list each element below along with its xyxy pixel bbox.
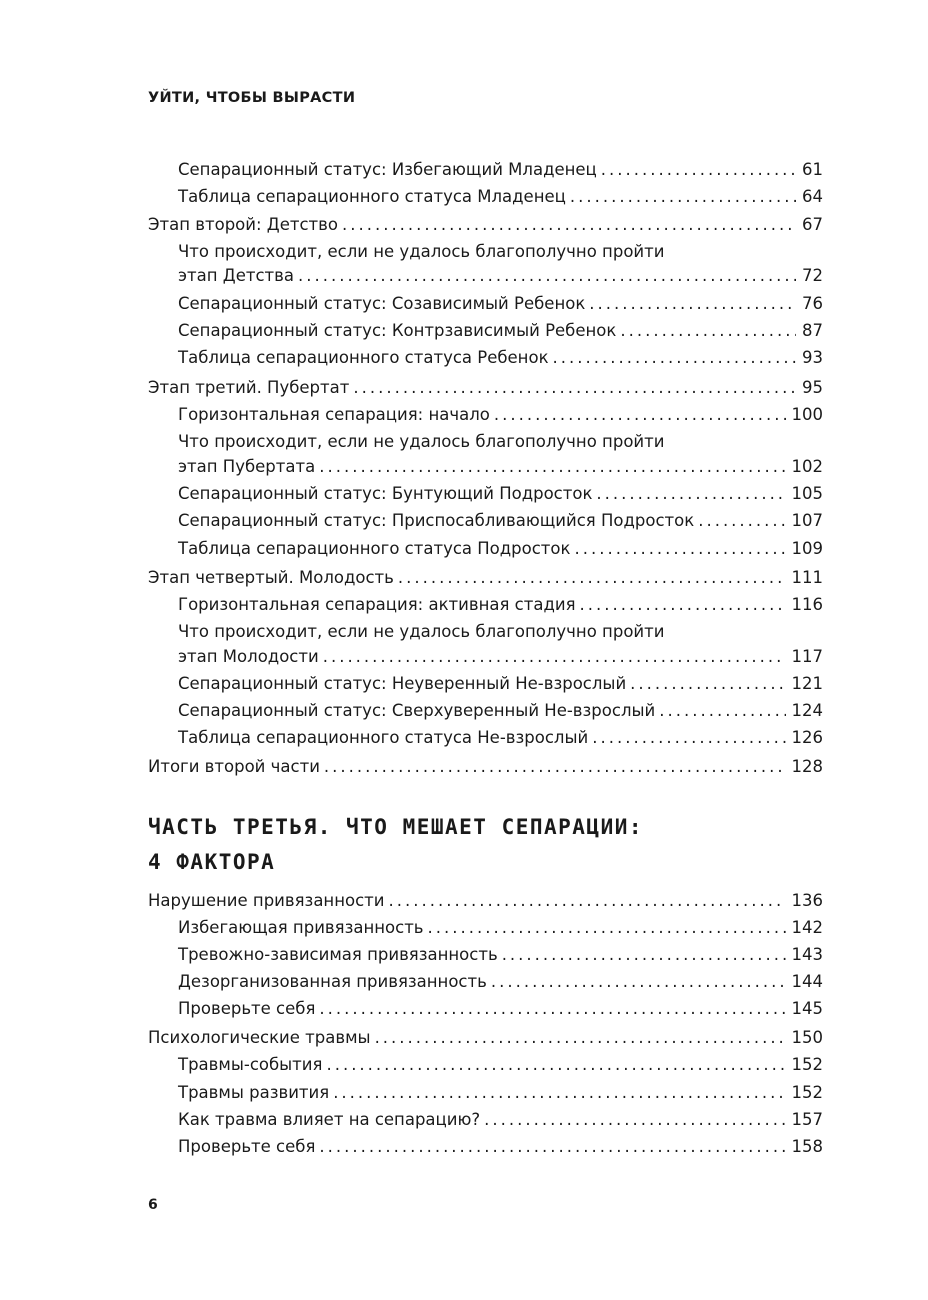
toc-entry xyxy=(178,968,823,995)
toc-entry-title-line1: Что происходит, если не удалось благополучно пройти xyxy=(178,432,665,451)
toc-leader-dots xyxy=(398,564,786,591)
toc-entry-title: Этап четвертый. Молодость xyxy=(148,568,394,587)
toc-entry-page: 116 xyxy=(791,595,823,614)
toc-entry-title: Таблица сепарационного статуса Не-взрослый xyxy=(178,728,589,747)
toc-entry xyxy=(178,535,823,562)
toc-leader-dots xyxy=(484,1106,785,1133)
toc-entry-title: Сепарационный статус: Избегающий Младенец xyxy=(178,160,597,179)
toc-leader-dots xyxy=(323,643,786,670)
toc-leader-dots xyxy=(592,724,785,751)
toc-leader-dots xyxy=(580,591,786,618)
toc-leader-dots xyxy=(319,1133,785,1160)
toc-entry-title: Тревожно-зависимая привязанность xyxy=(178,945,498,964)
toc-leader-dots xyxy=(491,968,786,995)
toc-entry-page: 105 xyxy=(791,484,823,503)
toc-entry xyxy=(178,262,823,289)
toc-entry-title: Проверьте себя xyxy=(178,1137,316,1156)
toc-entry-page: 157 xyxy=(791,1110,823,1129)
toc-leader-dots xyxy=(698,507,785,534)
toc-entry-title: Сепарационный статус: Неуверенный Не-взрослый xyxy=(178,674,627,693)
toc-entry-page: 158 xyxy=(791,1137,823,1156)
toc-leader-dots xyxy=(589,290,796,317)
toc-entry xyxy=(178,290,823,317)
toc-entry xyxy=(178,643,823,670)
toc-leader-dots xyxy=(553,344,796,371)
toc-leader-dots xyxy=(324,753,786,780)
toc-entry-page: 136 xyxy=(791,891,823,910)
toc-entry xyxy=(178,344,823,371)
toc-entry-title: Сепарационный статус: Контрзависимый Ребенок xyxy=(178,321,617,340)
toc-entry xyxy=(178,480,823,507)
toc-entry-title: Психологические травмы xyxy=(148,1028,371,1047)
toc-entry xyxy=(178,401,823,428)
toc-entry-title: этап Молодости xyxy=(178,647,319,666)
toc-entry-page: 76 xyxy=(802,294,823,313)
toc-entry xyxy=(178,914,823,941)
toc-entry-title: Таблица сепарационного статуса Подросток xyxy=(178,539,571,558)
toc-entry-page: 152 xyxy=(791,1055,823,1074)
toc-entry-page: 128 xyxy=(791,757,823,776)
toc-leader-dots xyxy=(319,995,785,1022)
toc-entry-title: Этап третий. Пубертат xyxy=(148,378,350,397)
toc-entry-page: 124 xyxy=(791,701,823,720)
toc-leader-dots xyxy=(494,401,786,428)
toc-entry-title: Сепарационный статус: Приспосабливающийся Подросток xyxy=(178,511,695,530)
toc-entry-page: 142 xyxy=(791,918,823,937)
toc-leader-dots xyxy=(389,887,786,914)
toc-entry-title: этап Пубертата xyxy=(178,457,316,476)
toc-entry-title: Таблица сепарационного статуса Младенец xyxy=(178,187,566,206)
toc-leader-dots xyxy=(630,670,785,697)
toc-entry-title-line1: Что происходит, если не удалось благополучно пройти xyxy=(178,242,665,261)
toc-entry-title: Избегающая привязанность xyxy=(178,918,424,937)
toc-entry-page: 143 xyxy=(791,945,823,964)
toc-leader-dots xyxy=(574,535,785,562)
toc-entry xyxy=(178,1133,823,1160)
toc-leader-dots xyxy=(298,262,796,289)
toc-entry xyxy=(178,1051,823,1078)
toc-entry-page: 126 xyxy=(791,728,823,747)
toc-entry xyxy=(178,1079,823,1106)
toc-leader-dots xyxy=(375,1024,786,1051)
toc-entry-title: Травмы-события xyxy=(178,1055,323,1074)
toc-leader-dots xyxy=(596,480,785,507)
toc-entry xyxy=(178,156,823,183)
toc-entry xyxy=(178,670,823,697)
toc-entry-page: 111 xyxy=(791,568,823,587)
part-heading-line1: ЧАСТЬ ТРЕТЬЯ. ЧТО МЕШАЕТ СЕПАРАЦИИ: xyxy=(148,815,644,839)
toc-entry-page: 152 xyxy=(791,1083,823,1102)
toc-entry-page: 64 xyxy=(802,187,823,206)
toc-entry-title: Нарушение привязанности xyxy=(148,891,385,910)
toc-entry xyxy=(178,453,823,480)
toc-leader-dots xyxy=(620,317,796,344)
toc-entry xyxy=(178,317,823,344)
toc-leader-dots xyxy=(428,914,786,941)
toc-entry-page: 107 xyxy=(791,511,823,530)
toc-entry-page: 67 xyxy=(802,215,823,234)
toc-leader-dots xyxy=(326,1051,785,1078)
toc-entry-title: Дезорганизованная привязанность xyxy=(178,972,487,991)
toc-entry-title: этап Детства xyxy=(178,266,294,285)
toc-entry-page: 100 xyxy=(791,405,823,424)
toc-entry-page: 109 xyxy=(791,539,823,558)
toc-entry xyxy=(178,941,823,968)
toc-entry xyxy=(148,211,823,238)
toc-entry-page: 95 xyxy=(802,378,823,397)
toc-entry xyxy=(148,887,823,914)
toc-leader-dots xyxy=(353,374,796,401)
toc-entry xyxy=(178,697,823,724)
toc-entry-title: Горизонтальная сепарация: начало xyxy=(178,405,490,424)
toc-leader-dots xyxy=(502,941,786,968)
toc-leader-dots xyxy=(659,697,785,724)
toc-entry-title-line1: Что происходит, если не удалось благополучно пройти xyxy=(178,622,665,641)
toc-leader-dots xyxy=(333,1079,785,1106)
toc-entry-page: 87 xyxy=(802,321,823,340)
toc-entry-title: Горизонтальная сепарация: активная стадия xyxy=(178,595,576,614)
toc-entry xyxy=(148,564,823,591)
toc-leader-dots xyxy=(570,183,796,210)
toc-entry-page: 93 xyxy=(802,348,823,367)
page-number: 6 xyxy=(148,1197,158,1213)
toc-entry-title: Этап второй: Детство xyxy=(148,215,338,234)
running-head: УЙТИ, ЧТОБЫ ВЫРАСТИ xyxy=(148,90,356,106)
toc-entry xyxy=(178,995,823,1022)
toc-entry-title: Итоги второй части xyxy=(148,757,320,776)
toc-entry-title: Сепарационный статус: Созависимый Ребенок xyxy=(178,294,586,313)
toc-entry-title: Таблица сепарационного статуса Ребенок xyxy=(178,348,549,367)
toc-entry-page: 117 xyxy=(791,647,823,666)
toc-entry xyxy=(178,1106,823,1133)
toc-entry-title: Травмы развития xyxy=(178,1083,330,1102)
toc-entry-title: Проверьте себя xyxy=(178,999,316,1018)
part-heading-line2: 4 ФАКТОРА xyxy=(148,850,276,874)
toc-entry-page: 61 xyxy=(802,160,823,179)
toc-entry-title: Как травма влияет на сепарацию? xyxy=(178,1110,481,1129)
toc-entry-page: 121 xyxy=(791,674,823,693)
toc-entry-page: 145 xyxy=(791,999,823,1018)
toc-entry xyxy=(178,507,823,534)
toc-entry xyxy=(178,591,823,618)
toc-entry xyxy=(178,183,823,210)
toc-leader-dots xyxy=(342,211,796,238)
toc-entry-page: 150 xyxy=(791,1028,823,1047)
toc-leader-dots xyxy=(319,453,785,480)
toc-entry xyxy=(178,724,823,751)
toc-entry xyxy=(148,374,823,401)
toc-entry-page: 102 xyxy=(791,457,823,476)
toc-entry-title: Сепарационный статус: Бунтующий Подросток xyxy=(178,484,593,503)
toc-entry-title: Сепарационный статус: Сверхуверенный Не-взрослый xyxy=(178,701,656,720)
toc-entry-page: 72 xyxy=(802,266,823,285)
toc-entry xyxy=(148,1024,823,1051)
toc-entry-page: 144 xyxy=(791,972,823,991)
toc-leader-dots xyxy=(601,156,796,183)
toc-entry xyxy=(148,753,823,780)
